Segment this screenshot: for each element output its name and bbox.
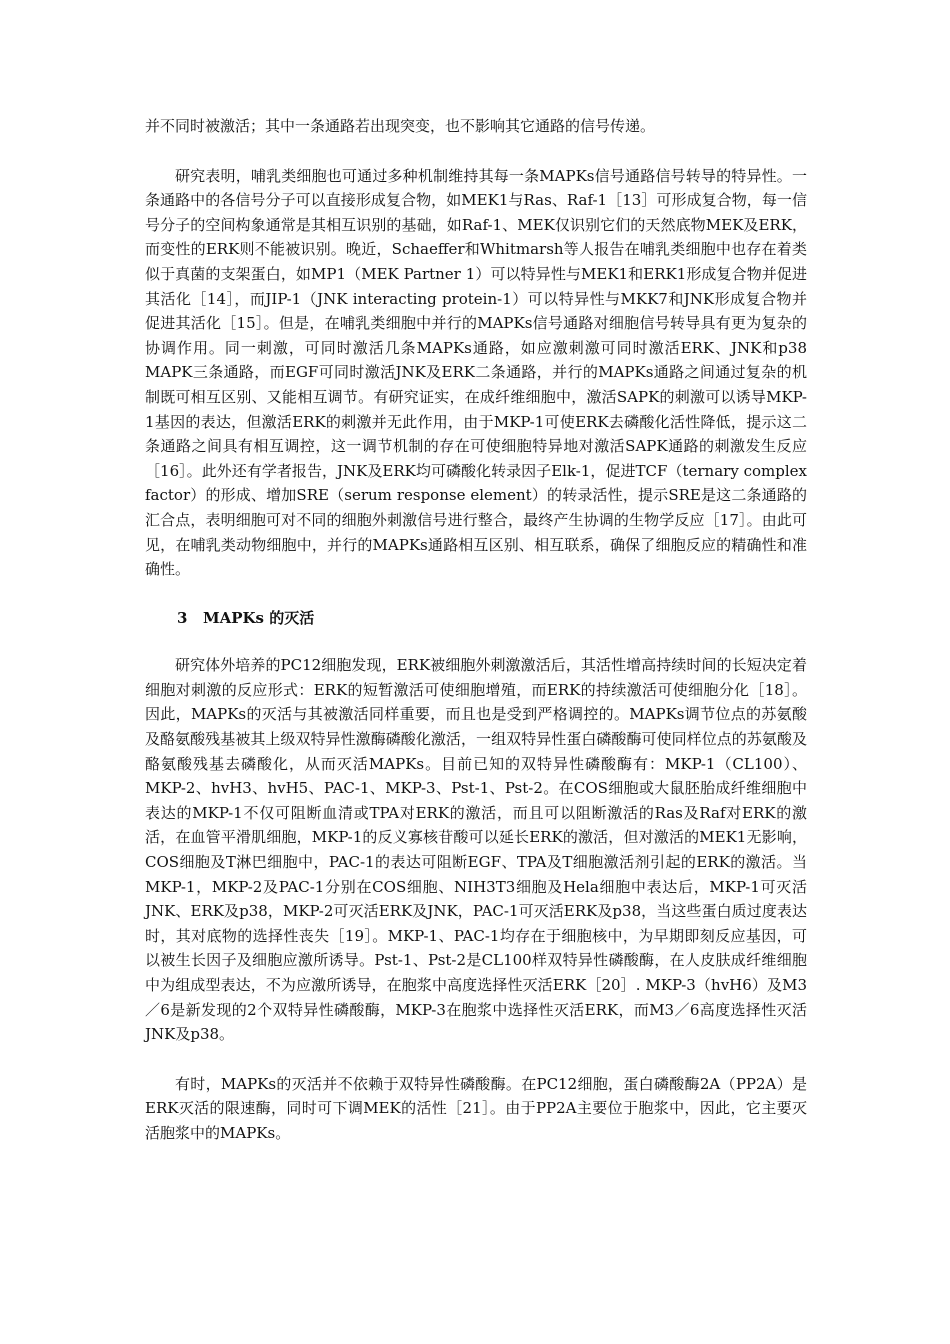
paragraph-mapk-specificity: 研究表明，哺乳类细胞也可通过多种机制维持其每一条MAPKs信号通路信号转导的特异性。一条通路中的各信号分子可以直接形成复合物，如MEK1与Ras、Raf-1［13］可形成复合物，每一信号分子的空间构象通常是其相互识别的基础，如Raf-1、MEK仅识别它们的天然底物MEK及ERK，而变性的ERK则不能被识别。晚近，Schaeffer和Whitmarsh等人报告在哺乳类细胞中也存在着类似于真菌的支架蛋白，如MP1（MEK Partner 1）可以特异性与MEK1和ERK1形成复合物并促进其活化［14］，而JIP-1（JNK interacting protein-1）可以特异性与MKK7和JNK形成复合物并促进其活化［15］。但是，在哺乳类细胞中并行的MAPKs信号通路对细胞信号转导具有更为复杂的协调作用。同一刺激，可同时激活几条MAPKs通路，如应激刺激可同时激活ERK、JNK和p38 MAPK三条通路，而EGF可同时激活JNK及ERK二条通路，并行的MAPKs通路之间通过复杂的机制既可相互区别、又能相互调节。有研究证实，在成纤维细胞中，激活SAPK的刺激可以诱导MKP-1基因的表达，但激活ERK的刺激并无此作用，由于MKP-1可使ERK去磷酸化活性降低，提示这二条通路之间具有相互调控，这一调节机制的存在可使细胞特异地对激活SAPK通路的刺激发生反应［16］。此外还有学者报告，JNK及ERK均可磷酸化转录因子Elk-1，促进TCF（ternary complex factor）的形成、增加SRE（serum response element）的转录活性，提示SRE是这二条通路的汇合点，表明细胞可对不同的细胞外刺激信号进行整合，最终产生协调的生物学反应［17］。由此可见，在哺乳类动物细胞中，并行的MAPKs通路相互区别、相互联系，确保了细胞反应的精确性和准确性。 <box>145 166 807 579</box>
paragraph-pp2a: 有时，MAPKs的灭活并不依赖于双特异性磷酸酶。在PC12细胞，蛋白磷酸酶2A（PP2A）是ERK灭活的限速酶，同时可下调MEK的活性［21］。由于PP2A主要位于胞浆中，因此，它主要灭活胞浆中的MAPKs。 <box>145 1074 807 1142</box>
section-heading <box>145 606 807 631</box>
paragraph-continuation: 并不同时被激活；其中一条通路若出现突变，也不影响其它通路的信号传递。 <box>145 117 656 135</box>
document-page <box>145 114 807 1146</box>
section-title: MAPKs 的灭活 <box>203 608 315 627</box>
section-number: 3 <box>177 608 188 627</box>
paragraph-mapk-inactivation: 研究体外培养的PC12细胞发现，ERK被细胞外刺激激活后，其活性增高持续时间的长短决定着细胞对刺激的反应形式：ERK的短暂激活可使细胞增殖，而ERK的持续激活可使细胞分化［18］。因此，MAPKs的灭活与其被激活同样重要，而且也是受到严格调控的。MAPKs调节位点的苏氨酸及酪氨酸残基被其上级双特异性激酶磷酸化激活，一组双特异性蛋白磷酸酶可使同样位点的苏氨酸及酪氨酸残基去磷酸化，从而灭活MAPKs。目前已知的双特异性磷酸酶有：MKP-1（CL100）、MKP-2、hvH3、hvH5、PAC-1、MKP-3、Pst-1、Pst-2。在COS细胞或大鼠胚胎成纤维细胞中表达的MKP-1不仅可阻断血清或TPA对ERK的激活，而且可以阻断激活的Ras及Raf对ERK的激活，在血管平滑肌细胞，MKP-1的反义寡核苷酸可以延长ERK的激活，但对激活的MEK1无影响，COS细胞及T淋巴细胞中，PAC-1的表达可阻断EGF、TPA及T细胞激活剂引起的ERK的激活。当MKP-1，MKP-2及PAC-1分别在COS细胞、NIH3T3细胞及Hela细胞中表达后，MKP-1可灭活JNK、ERK及p38，MKP-2可灭活ERK及JNK，PAC-1可灭活ERK及p38，当这些蛋白质过度表达时，其对底物的选择性丧失［19］。MKP-1、PAC-1均存在于细胞核中，为早期即刻反应基因，可以被生长因子及细胞应激所诱导。Pst-1、Pst-2是CL100样双特异性磷酸酶，在人皮肤成纤维细胞中为组成型表达，不为应激所诱导，在胞浆中高度选择性灭活ERK［20］. MKP-3（hvH6）及M3／6是新发现的2个双特异性磷酸酶，MKP-3在胞浆中选择性灭活ERK，而M3／6高度选择性灭活JNK及p38。 <box>145 656 807 1044</box>
